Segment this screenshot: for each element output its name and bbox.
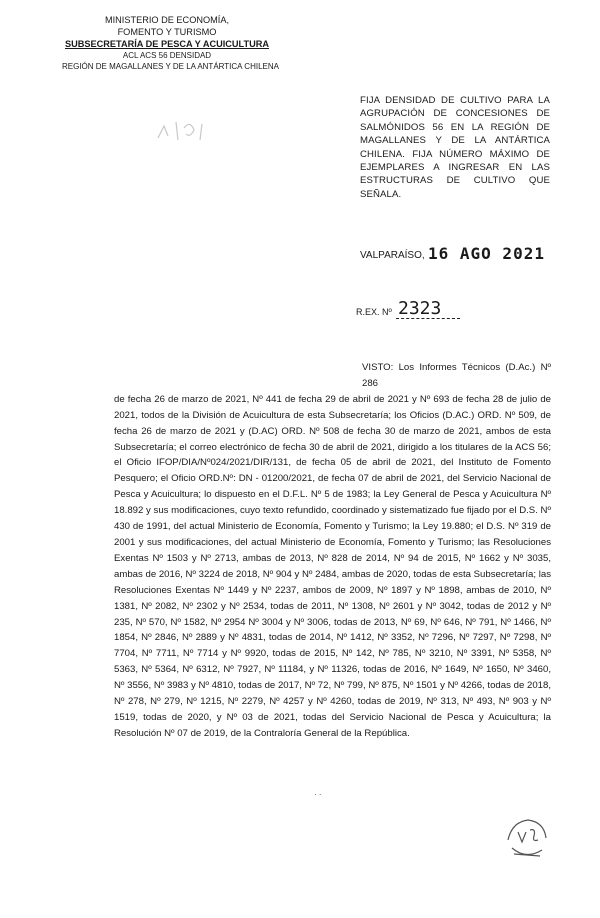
visto-body: de fecha 26 de marzo de 2021, Nº 441 de fecha 29 de abril de 2021 y Nº 693 de fecha 28 de julio de 2021, todos de la División de Acuicultura de esta Subsecretaría; los Oficios (D.AC.) ORD. Nº 509, de fecha 26 de marzo de 2021 y (D.AC) ORD. Nº 508 de fecha 30 de marzo de 2021, ambos de esta Subsecretaría; el correo electrónico de fecha 30 de abril de 2021, dirigido a los titulares de la ACS 56; el Oficio IFOP/DIA/Nº024/2021/DIR/131, de fecha 05 de abril de 2021, del Instituto de Fomento Pesquero; el Oficio ORD.Nº: DN - 01200/2021, de fecha 07 de abril de 2021, del Servicio Nacional de Pesca y Acuicultura; lo dispuesto en el D.F.L. Nº 5 de 1983; la Ley General de Pesca y Acuicultura Nº 18.892 y sus modificaciones, cuyo texto refundido, coordinado y sistematizado fue fijado por el D.S. Nº 430 de 1991, del actual Ministerio de Economía, Fomento y Turismo; la Ley 19.880; el D.S. Nº 319 de 2001 y sus modificaciones, del actual Ministerio de Economía, Fomento y Turismo; las Resoluciones Exentas Nº 1503 y Nº 2713, ambas de 2013, Nº 828 de 2014, Nº 94 de 2015, Nº 1662 y Nº 3035, ambas de 2016, Nº 3224 de 2018, Nº 904 y Nº 2484, ambas de 2020, todas de esta Subsecretaría; las Resoluciones Exentas Nº 1449 y Nº 2237, ambos de 2009, Nº 1897 y Nº 1898, ambas de 2010, Nº 1381, Nº 2082, Nº 2302 y Nº 2534, todas de 2011, Nº 1308, Nº 2601 y Nº 3042, todas de 2012 y Nº 235, Nº 570, Nº 1582, Nº 2954 Nº 3004 y Nº 3006, todas de 2013, Nº 69, Nº 646, Nº 791, Nº 1466, Nº 1854, Nº 2846, Nº 2889 y Nº 4831, todas de 2014, Nº 1412, Nº 3352, Nº 7296, Nº 7297, Nº 7298, Nº 7704, Nº 7711, Nº 7714 y Nº 9920, todas de 2015, Nº 142, Nº 785, Nº 3210, Nº 3391, Nº 5358, Nº 5363, Nº 5364, Nº 6312, Nº 7927, Nº 11184, y Nº 11326, todas de 2016, Nº 1649, Nº 1650, Nº 3460, Nº 3556, Nº 3983 y Nº 4810, todas de 2017, Nº 72, Nº 799, Nº 875, Nº 1501 y Nº 4266, todas de 2018, Nº 278, Nº 279, Nº 1215, Nº 2279, Nº 4257 y Nº 4260, todas de 2019, Nº 313, Nº 493, Nº 903 y Nº 1519, todas de 2020, y Nº 03 de 2021, todas del Servicio Nacional de Pesca y Acuicultura; la Resolución Nº 07 de 2019, de la Contraloría General de la República. xyxy=(114,393,551,739)
ministry-name-cont: FOMENTO Y TURISMO xyxy=(117,27,217,37)
visto-intro: VISTO: Los Informes Técnicos (D.Ac.) Nº 286 xyxy=(362,362,551,389)
page-marks: · · xyxy=(314,790,322,799)
visto-paragraph xyxy=(114,360,551,742)
place-label: VALPARAÍSO, xyxy=(360,250,425,261)
ministry-name: MINISTERIO DE ECONOMÍA, xyxy=(104,15,230,25)
official-seal-icon xyxy=(498,810,554,866)
rex-label: R.EX. Nº xyxy=(356,307,392,317)
undersecretariat-name: SUBSECRETARÍA DE PESCA Y ACUICULTURA xyxy=(64,39,269,49)
faint-stamp-mark xyxy=(150,110,220,150)
resolution-number: 2323 xyxy=(398,298,442,319)
file-reference: ACL ACS 56 DENSIDAD xyxy=(122,51,212,60)
rex-number-underline xyxy=(396,318,460,319)
date-stamp: 16 AGO 2021 xyxy=(428,244,545,263)
region-name: REGIÓN DE MAGALLANES Y DE LA ANTÁRTICA CHILENA xyxy=(62,62,279,71)
resolution-title: FIJA DENSIDAD DE CULTIVO PARA LA AGRUPACIÓN DE CONCESIONES DE SALMÓNIDOS 56 EN LA REGIÓN DE MAGALLANES Y DE LA ANTÁRTICA CHILENA. FIJA NÚMERO MÁXIMO DE EJEMPLARES A INGRESAR EN LAS ESTRUCTURAS DE CULTIVO QUE SEÑALA. xyxy=(360,95,550,200)
institution-header xyxy=(62,14,279,72)
